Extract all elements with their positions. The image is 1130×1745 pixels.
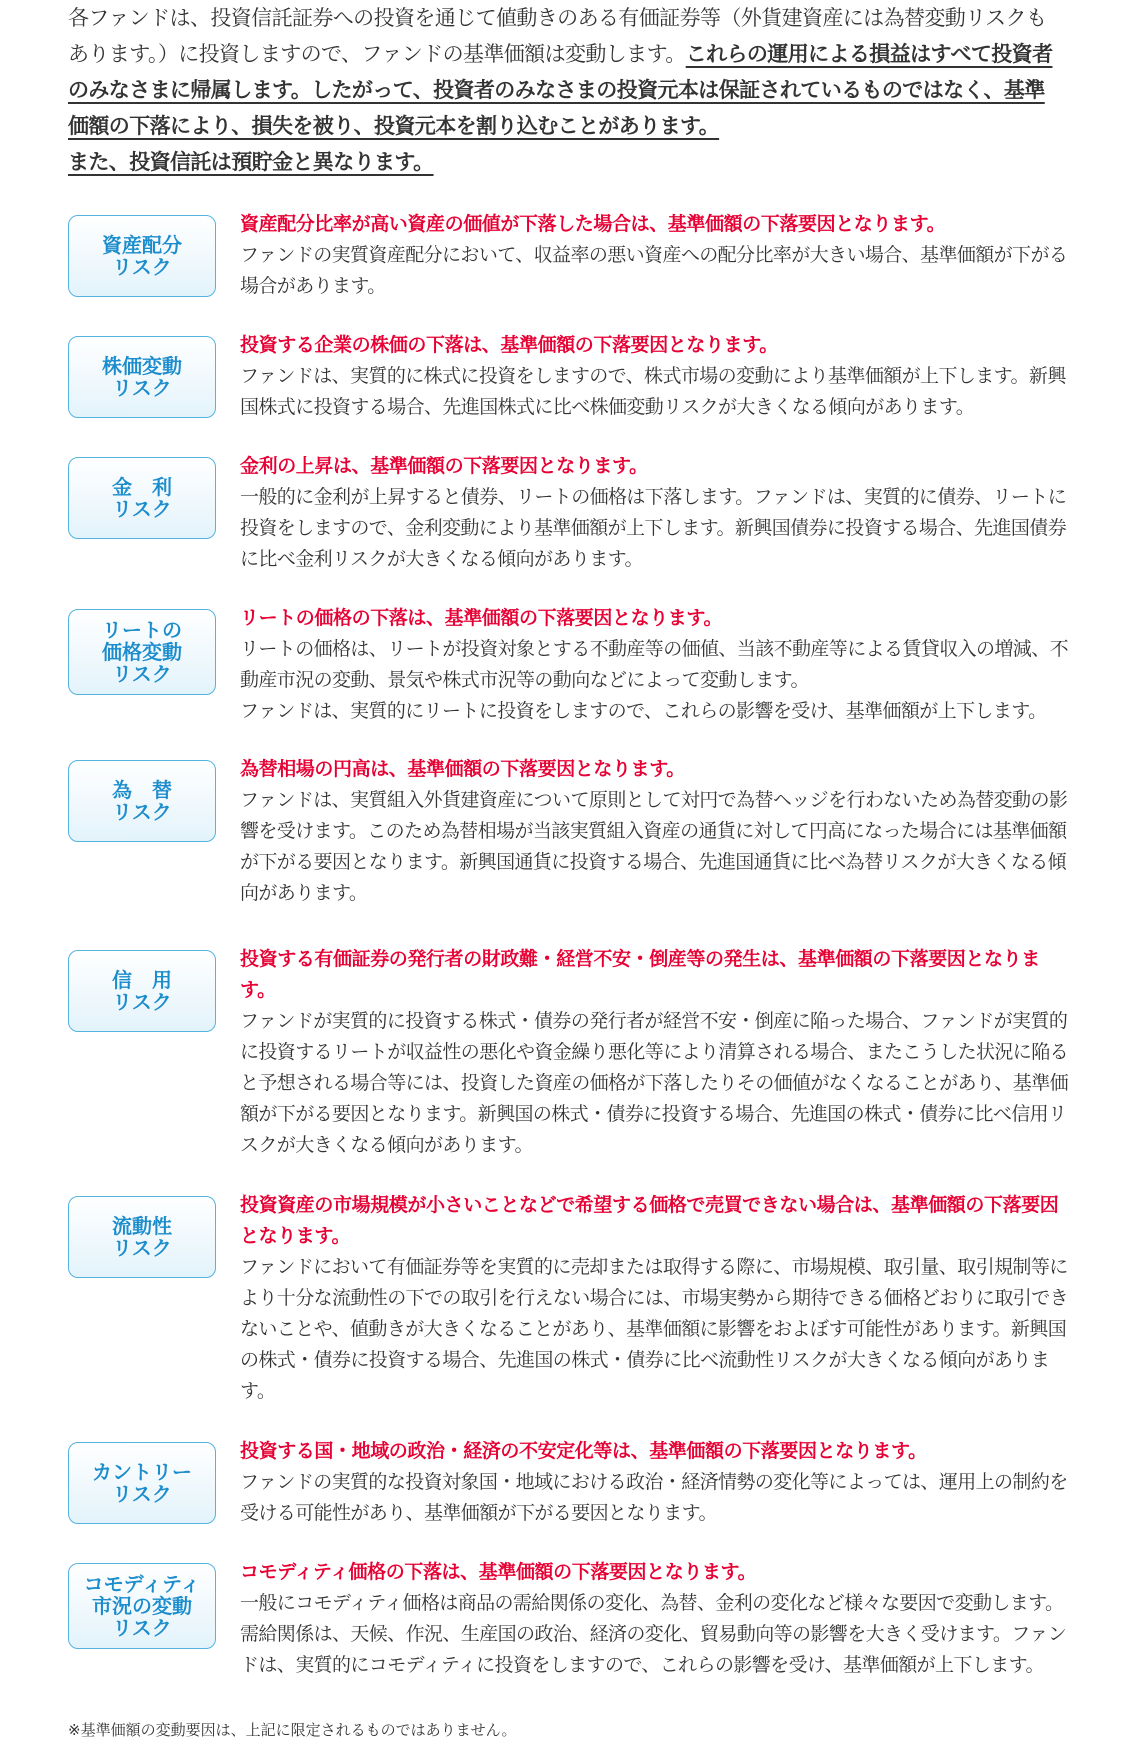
risk-description — [240, 1436, 1070, 1529]
risk-label-box — [68, 1563, 216, 1649]
intro-strong-text: これらの運用による損益はすべて投資者のみなさまに帰属します。したがって、投資者のみなさまの投資元本は保証されているものではなく、基準価額の下落により、損失を被り、投資元本を割り込むことがあります。 — [68, 42, 1053, 138]
risk-headline: 投資する国・地域の政治・経済の不安定化等は、基準価額の下落要因となります。 — [240, 1440, 927, 1462]
risk-headline: 資産配分比率が高い資産の価値が下落した場合は、基準価額の下落要因となります。 — [240, 213, 946, 235]
risk-label-box — [68, 609, 216, 695]
risk-label-box — [68, 1442, 216, 1524]
risk-description — [240, 1190, 1070, 1407]
risk-headline: 金利の上昇は、基準価額の下落要因となります。 — [240, 455, 648, 477]
risk-description — [240, 330, 1070, 423]
risk-description — [240, 944, 1070, 1161]
intro-normal-text: 各ファンドは、投資信託証券への投資を通じて値動きのある有価証券等（外貨建資産には為替変動リスクもあります。）に投資しますので、ファンドの基準価額は変動します。 — [68, 6, 1047, 66]
risk-label: コモディティ 市況の変動 リスク — [83, 1572, 201, 1640]
risk-headline: コモディティ価格の下落は、基準価額の下落要因となります。 — [240, 1561, 757, 1583]
risk-label-box — [68, 1196, 216, 1278]
risk-headline: リートの価格の下落は、基準価額の下落要因となります。 — [240, 607, 723, 629]
risk-description — [240, 1557, 1070, 1681]
risk-text: ファンドが実質的に投資する株式・債券の発行者が経営不安・倒産に陥った場合、ファンドが実質的に投資するリートが収益性の悪化や資金繰り悪化等により清算される場合、またこうした状況に陥ると予想される場合等には、投資した資産の価格が下落したりその価値がなくなることがあり、基準価額が下がる要因となります。新興国の株式・債券に投資する場合、先進国の株式・債券に比べ信用リスクが大きくなる傾向があります。 — [240, 1010, 1069, 1156]
intro-strong-text-2: また、投資信託は預貯金と異なります。 — [68, 150, 434, 174]
risk-label-box — [68, 760, 216, 842]
risk-text: ファンドの実質資産配分において、収益率の悪い資産への配分比率が大きい場合、基準価額が下がる場合があります。 — [240, 244, 1068, 297]
risk-description — [240, 754, 1070, 909]
intro-paragraph — [68, 0, 1058, 180]
risk-label-box — [68, 950, 216, 1032]
risk-text: ファンドは、実質組入外貨建資産について原則として対円で為替ヘッジを行わないため為替変動の影響を受けます。このため為替相場が当該実質組入資産の通貨に対して円高になった場合には基準価額が下がる要因となります。新興国通貨に投資する場合、先進国通貨に比べ為替リスクが大きくなる傾向があります。 — [240, 789, 1068, 904]
footnote: ※基準価額の変動要因は、上記に限定されるものではありません。 — [68, 1721, 517, 1739]
risk-headline: 投資する有価証券の発行者の財政難・経営不安・倒産等の発生は、基準価額の下落要因となります。 — [240, 948, 1040, 1001]
risk-label-box — [68, 336, 216, 418]
risk-label: 信 用 リスク — [112, 968, 172, 1014]
risk-headline: 投資資産の市場規模が小さいことなどで希望する価格で売買できない場合は、基準価額の下落要因となります。 — [240, 1194, 1059, 1247]
risk-text: ファンドは、実質的に株式に投資をしますので、株式市場の変動により基準価額が上下します。新興国株式に投資する場合、先進国株式に比べ株価変動リスクが大きくなる傾向があります。 — [240, 365, 1066, 418]
risk-label-box — [68, 457, 216, 539]
risk-description — [240, 209, 1070, 302]
risk-label: カントリー リスク — [92, 1460, 192, 1506]
risk-label-box — [68, 215, 216, 297]
risk-text: 一般にコモディティ価格は商品の需給関係の変化、為替、金利の変化など様々な要因で変動します。需給関係は、天候、作況、生産国の政治、経済の変化、貿易動向等の影響を大きく受けます。ファンドは、実質的にコモディティに投資をしますので、これらの影響を受け、基準価額が上下します。 — [240, 1592, 1067, 1676]
risk-label: リートの 価格変動 リスク — [102, 618, 182, 686]
risk-text: ファンドにおいて有価証券等を実質的に売却または取得する際に、市場規模、取引量、取引規制等により十分な流動性の下での取引を行えない場合には、市場実勢から期待できる価格どおりに取引できないことや、値動きが大きくなることがあり、基準価額に影響をおよぼす可能性があります。新興国の株式・債券に投資する場合、先進国の株式・債券に比べ流動性リスクが大きくなる傾向があります。 — [240, 1256, 1069, 1402]
risk-label: 流動性 リスク — [112, 1214, 172, 1260]
risk-text: リートの価格は、リートが投資対象とする不動産等の価値、当該不動産等による賃貸収入の増減、不動産市況の変動、景気や株式市況等の動向などによって変動します。 ファンドは、実質的にリートに投資をしますので、これらの影響を受け、基準価額が上下します。 — [240, 638, 1069, 722]
risk-label: 資産配分 リスク — [102, 233, 182, 279]
risk-label: 為 替 リスク — [112, 778, 172, 824]
risk-text: 一般的に金利が上昇すると債券、リートの価格は下落します。ファンドは、実質的に債券、リートに投資をしますので、金利変動により基準価額が上下します。新興国債券に投資する場合、先進国債券に比べ金利リスクが大きくなる傾向があります。 — [240, 486, 1067, 570]
risk-description — [240, 603, 1070, 727]
risk-headline: 投資する企業の株価の下落は、基準価額の下落要因となります。 — [240, 334, 778, 356]
risk-description — [240, 451, 1070, 575]
risk-text: ファンドの実質的な投資対象国・地域における政治・経済情勢の変化等によっては、運用上の制約を受ける可能性があり、基準価額が下がる要因となります。 — [240, 1471, 1068, 1524]
risk-headline: 為替相場の円高は、基準価額の下落要因となります。 — [240, 758, 685, 780]
risk-label: 株価変動 リスク — [102, 354, 182, 400]
risk-label: 金 利 リスク — [112, 475, 172, 521]
